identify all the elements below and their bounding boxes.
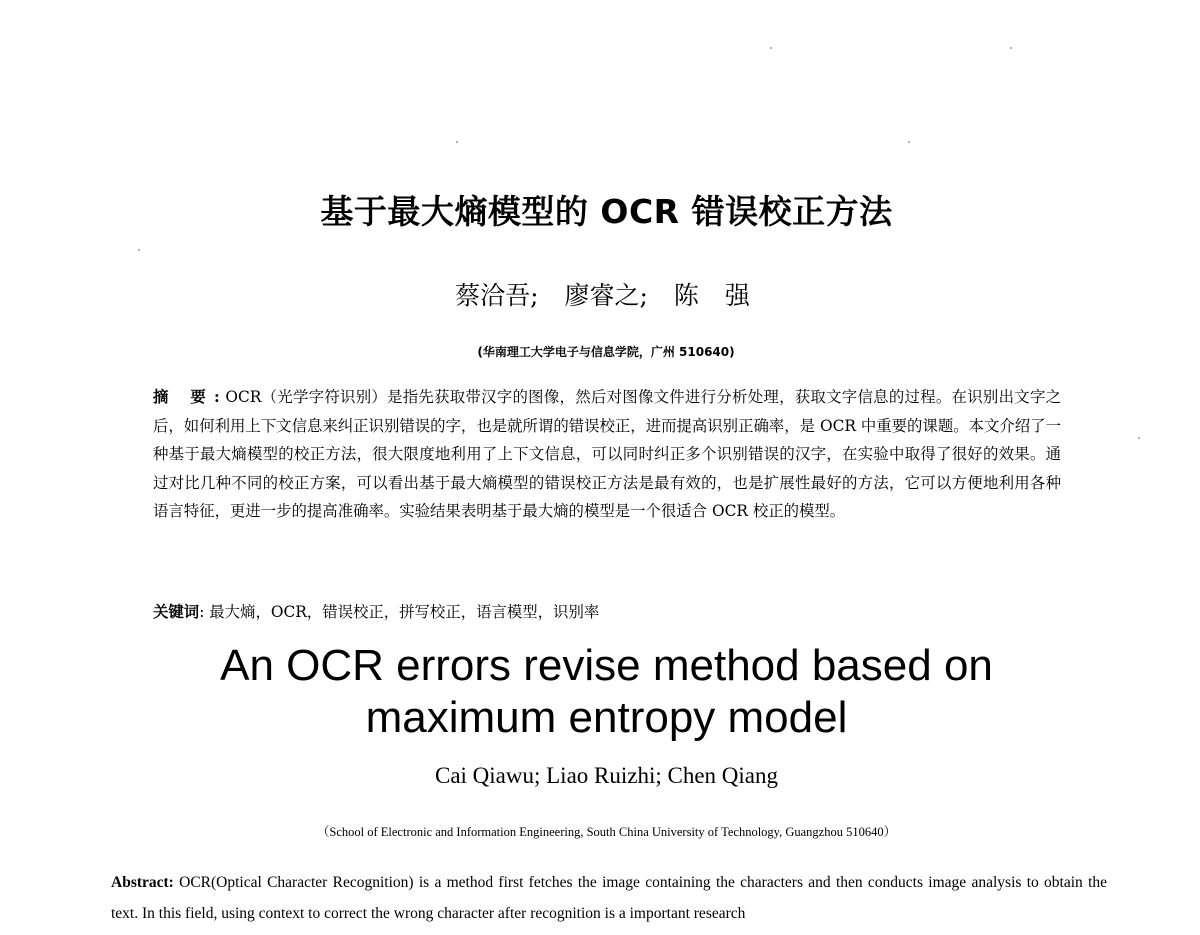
chinese-authors: 蔡洽吾; 廖睿之; 陈 强: [455, 281, 750, 310]
english-abstract-label: Abstract:: [111, 874, 174, 891]
chinese-affiliation: (华南理工大学电子与信息学院，广州 510640): [477, 345, 735, 359]
chinese-abstract-colon: :: [214, 388, 226, 406]
scan-speck: [770, 47, 772, 49]
chinese-abstract: [153, 383, 1061, 526]
chinese-keywords-text: 最大熵，OCR，错误校正，拼写校正，语言模型，识别率: [209, 603, 600, 621]
english-authors: Cai Qiawu; Liao Ruizhi; Chen Qiang: [434, 763, 779, 788]
english-abstract: [111, 867, 1107, 929]
chinese-keywords-label: 关键词: [153, 603, 200, 621]
chinese-abstract-label: 摘 要: [153, 388, 215, 406]
scan-speck: [1138, 437, 1140, 439]
scan-speck: [908, 141, 910, 143]
chinese-keywords: [153, 600, 599, 622]
english-title: [0, 640, 1200, 744]
chinese-keywords-colon: :: [199, 603, 210, 621]
english-title-line2: maximum entropy model: [365, 693, 848, 742]
english-title-line1: An OCR errors revise method based on: [220, 641, 993, 690]
scan-speck: [1010, 47, 1012, 49]
chinese-title: 基于最大熵模型的 OCR 错误校正方法: [320, 192, 893, 231]
english-abstract-text: OCR(Optical Character Recognition) is a method first fetches the image containing the characters and then conducts image analysis to obtain the text. In this field, using context to correct the wrong character after recognition is a important research: [111, 874, 1108, 922]
english-affiliation: （School of Electronic and Information Engineering, South China University of Technology, Guangzhou 510640）: [316, 825, 897, 839]
scan-speck: [456, 141, 458, 143]
chinese-abstract-text: OCR（光学字符识别）是指先获取带汉字的图像，然后对图像文件进行分析处理，获取文字信息的过程。在识别出文字之后，如何利用上下文信息来纠正识别错误的字，也是就所谓的错误校正，进而提高识别正确率，是 OCR 中重要的课题。本文介绍了一种基于最大熵模型的校正方法，很大限度地利用了上下文信息，可以同时纠正多个识别错误的汉字，在实验中取得了很好的效果。通过对比几种不同的校正方案，可以看出基于最大熵模型的错误校正方法是最有效的，也是扩展性最好的方法，它可以方便地利用各种语言特征，更进一步的提高准确率。实验结果表明基于最大熵的模型是一个很适合 OCR 校正的模型。: [153, 388, 1062, 520]
scan-speck: [138, 249, 140, 251]
